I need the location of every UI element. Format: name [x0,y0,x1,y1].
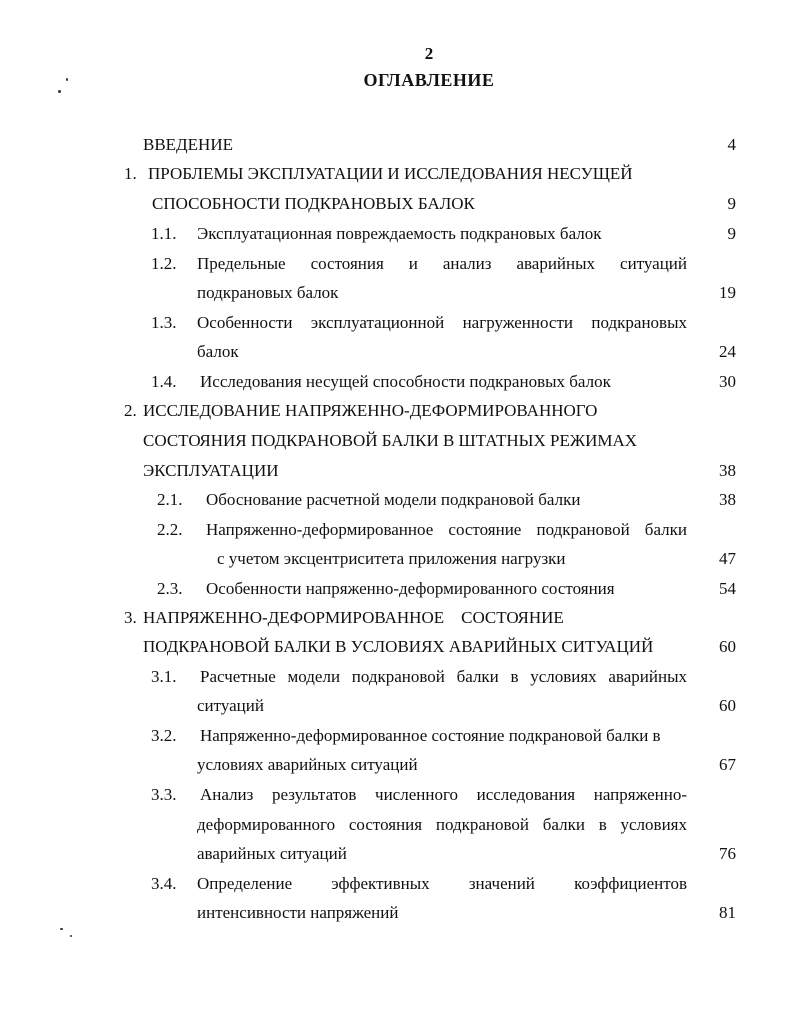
scan-speck [66,78,68,81]
toc-section-title: Расчетные модели подкрановой балки в условиях аварийных [200,667,687,686]
toc-section-title-line: ситуаций [197,696,264,715]
toc-page-number: 24 [719,342,736,361]
toc-section-title-line: деформированного состояния подкрановой балки в условиях [197,815,687,834]
toc-chapter-title-line: СОСТОЯНИЯ ПОДКРАНОВОЙ БАЛКИ В ШТАТНЫХ РЕЖИМАХ [143,431,638,450]
toc-page-number: 60 [719,637,736,656]
toc-section-number: 2.3. [157,579,183,598]
toc-section-title-line: балок [197,342,239,361]
toc-section-title: Эксплуатационная повреждаемость подкрановых балок [197,224,602,243]
toc-page-number: 76 [719,844,736,863]
toc-section-title-line: интенсивности напряжений [197,903,399,922]
toc-section-number: 1.4. [151,372,177,391]
toc-section-number: 1.1. [151,224,177,243]
toc-section-number: 3.2. [151,726,177,745]
page-title: ОГЛАВЛЕНИЕ [363,70,495,90]
toc-page-number: 38 [719,490,736,509]
toc-page-number: 30 [719,372,736,391]
toc-section-title: Обоснование расчетной модели подкрановой балки [206,490,581,509]
toc-page-number: 47 [719,549,736,568]
toc-page-number: 9 [727,224,736,243]
toc-chapter-number: 2. [124,401,137,420]
scan-speck [70,935,72,937]
scan-speck [60,928,63,930]
toc-section-number: 2.1. [157,490,183,509]
toc-page-number: 38 [719,461,736,480]
toc-section-title-line: условиях аварийных ситуаций [197,755,418,774]
toc-page-number: 81 [719,903,736,922]
toc-page-number: 67 [719,755,736,774]
toc-section-title: Напряженно-деформированное состояние подкрановой балки [206,520,687,539]
toc-section-number: 1.2. [151,254,177,273]
toc-chapter-title-line: СПОСОБНОСТИ ПОДКРАНОВЫХ БАЛОК [152,194,475,213]
toc-section-title: Особенности эксплуатационной нагруженности подкрановых [197,313,687,332]
toc-chapter-title-line: НАПРЯЖЕННО-ДЕФОРМИРОВАННОЕ СОСТОЯНИЕ [143,608,564,627]
toc-page-number: 60 [719,696,736,715]
toc-chapter-title-line: ЭКСПЛУАТАЦИИ [143,461,279,480]
toc-chapter-title-line: ПРОБЛЕМЫ ЭКСПЛУАТАЦИИ И ИССЛЕДОВАНИЯ НЕСУЩЕЙ [148,164,633,183]
toc-section-title: Анализ результатов численного исследования напряженно- [200,785,687,804]
toc-section-number: 3.1. [151,667,177,686]
toc-chapter-number: 1. [124,164,137,183]
toc-section-title-line: подкрановых балок [197,283,339,302]
toc-section-title: Особенности напряженно-деформированного состояния [206,579,615,598]
toc-section-number: 2.2. [157,520,183,539]
toc-chapter-number: 3. [124,608,137,627]
toc-chapter-title-line: ИССЛЕДОВАНИЕ НАПРЯЖЕННО-ДЕФОРМИРОВАННОГО [143,401,598,420]
page-number: 2 [424,44,434,63]
toc-page-number: 19 [719,283,736,302]
toc-page-number: 4 [727,135,736,154]
toc-section-number: 1.3. [151,313,177,332]
toc-chapter-title-line: ПОДКРАНОВОЙ БАЛКИ В УСЛОВИЯХ АВАРИЙНЫХ СИТУАЦИЙ [143,637,654,656]
toc-section-title: Напряженно-деформированное состояние подкрановой балки в [200,726,661,745]
toc-section-title: Предельные состояния и анализ аварийных ситуаций [197,254,687,273]
toc-page-number: 54 [719,579,736,598]
toc-page-number: 9 [727,194,736,213]
toc-section-title-line: с учетом эксцентриситета приложения нагрузки [217,549,566,568]
toc-section-number: 3.3. [151,785,177,804]
scan-speck [58,90,61,93]
toc-entry-text: ВВЕДЕНИЕ [143,135,233,154]
toc-section-title: Исследования несущей способности подкрановых балок [200,372,611,391]
toc-section-number: 3.4. [151,874,177,893]
toc-section-title: Определение эффективных значений коэффициентов [197,874,687,893]
toc-section-title-line: аварийных ситуаций [197,844,347,863]
